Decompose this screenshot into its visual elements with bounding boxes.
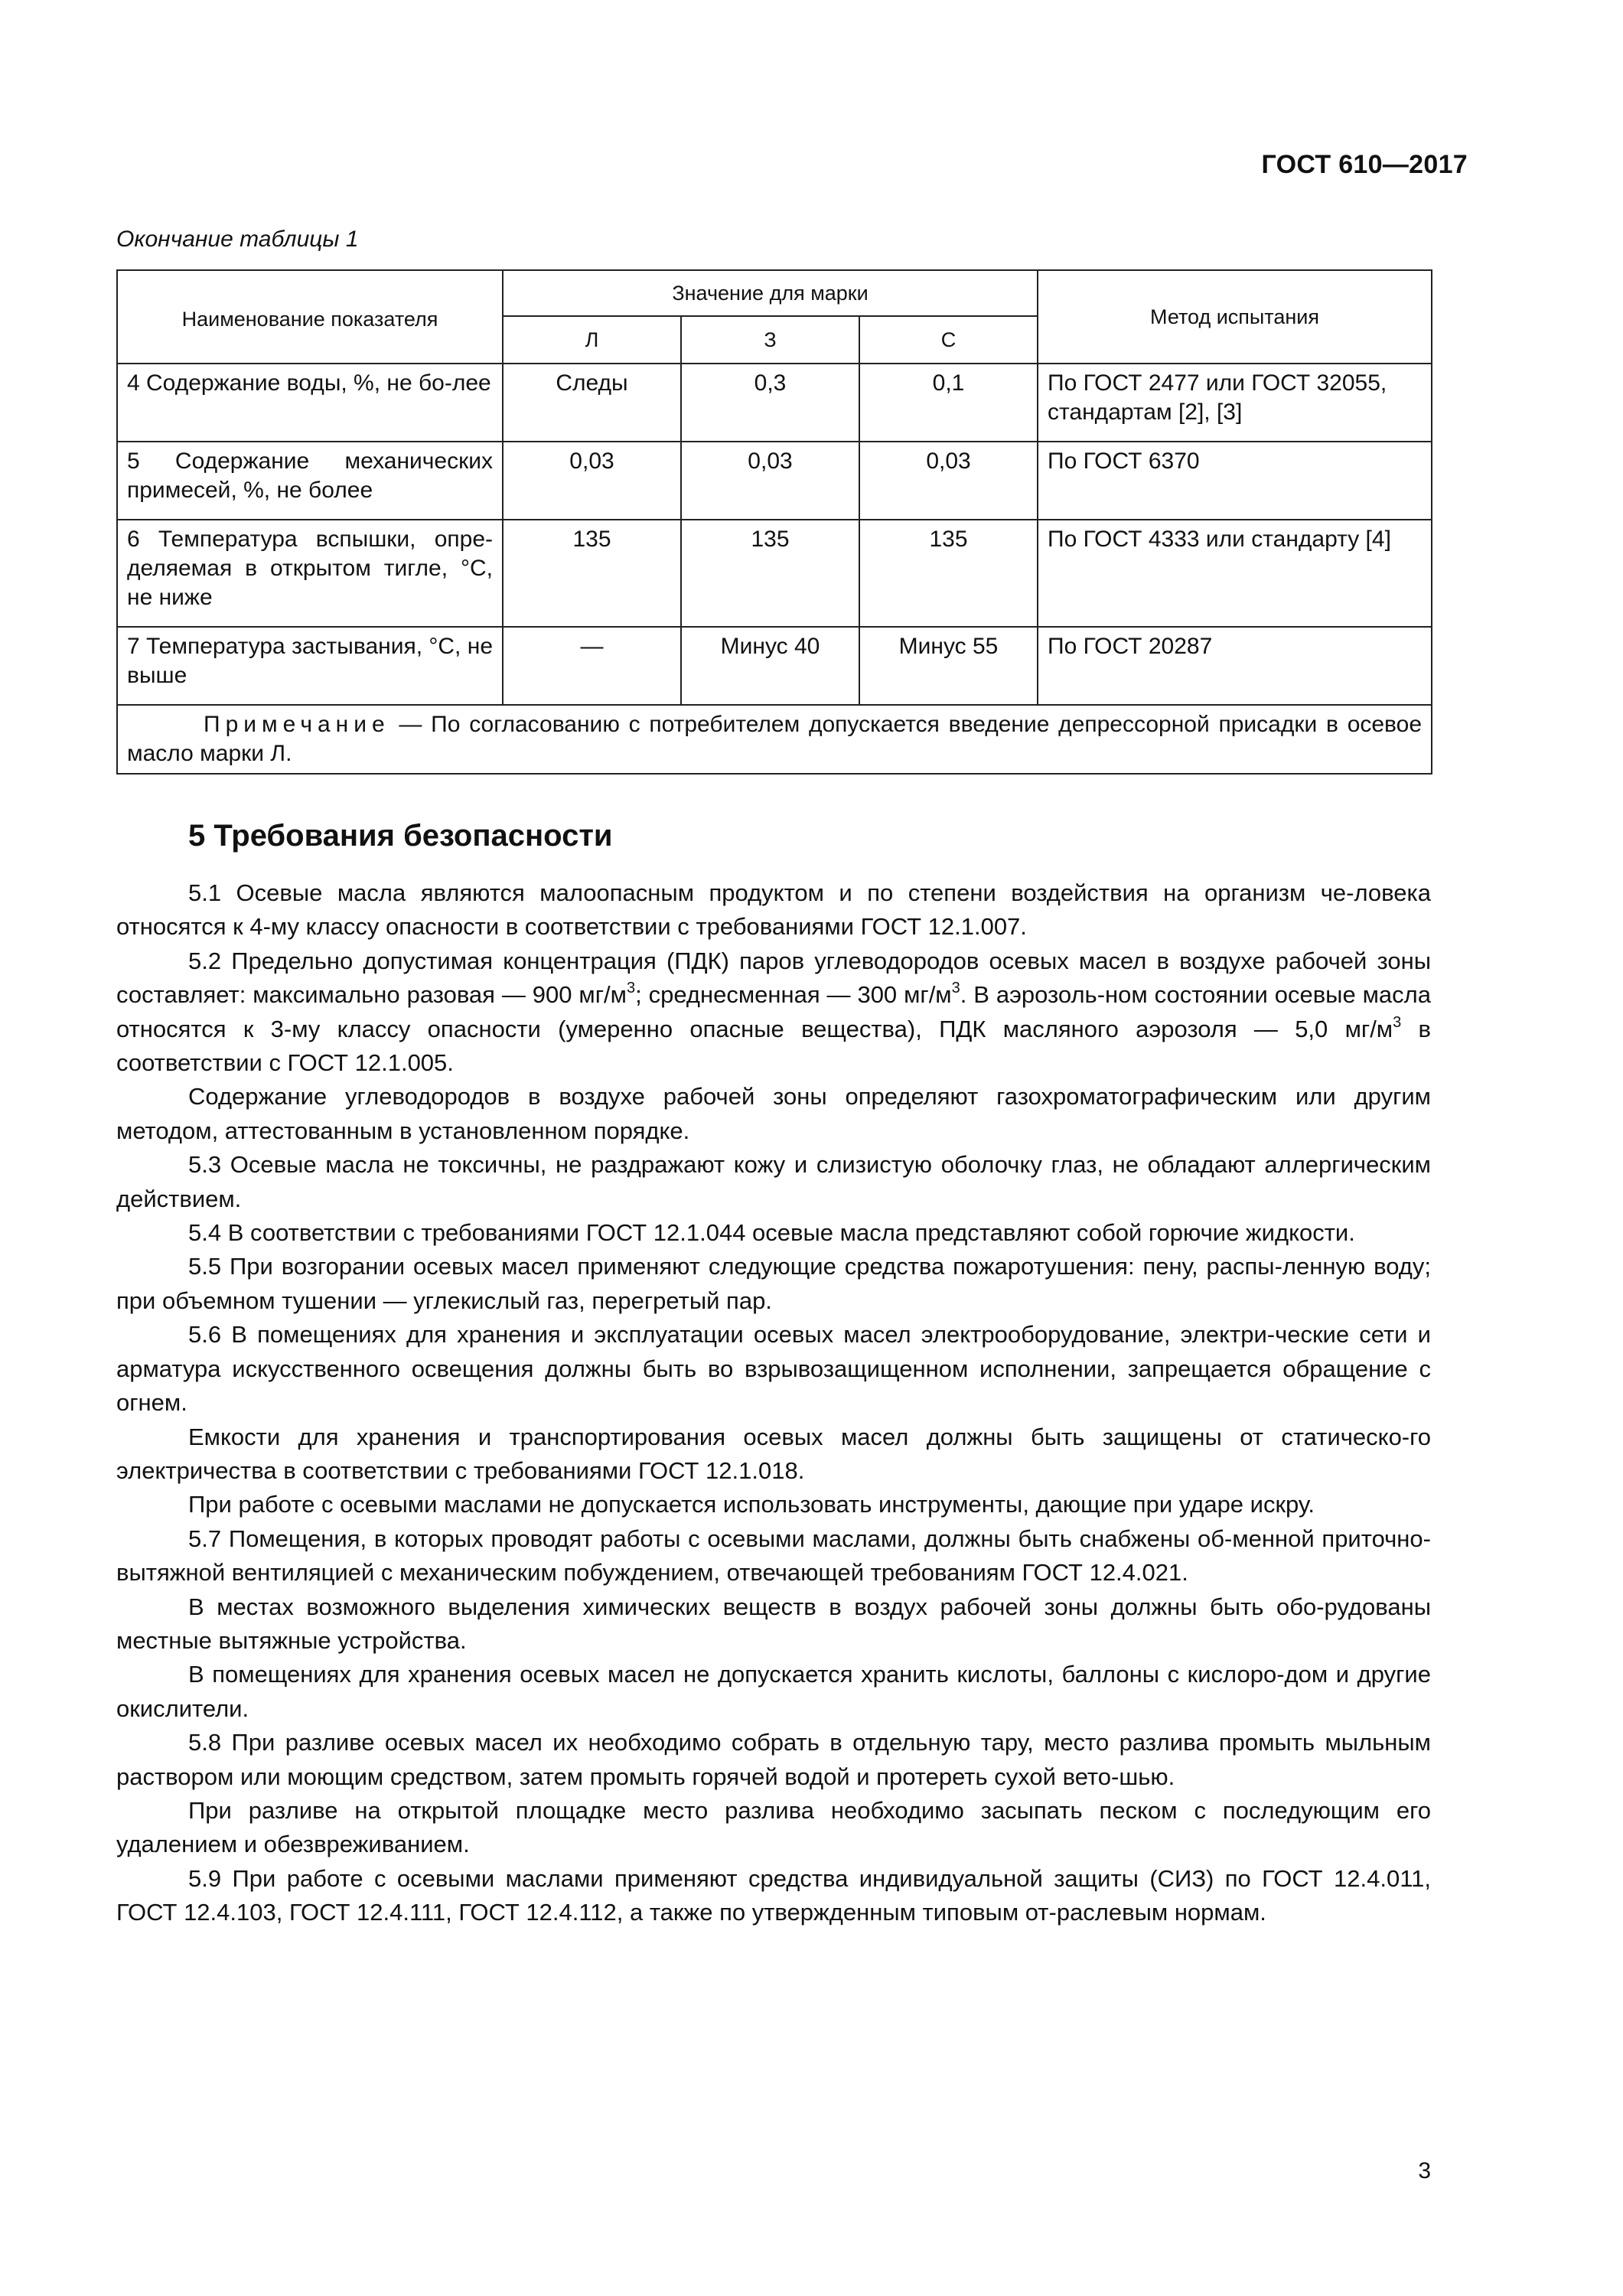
row-method: По ГОСТ 2477 или ГОСТ 32055, стандартам [2], [3] [1038,364,1432,442]
superscript: 3 [951,980,960,997]
row-value-s: 0,03 [859,442,1038,520]
header-value-group: Значение для марки [503,270,1038,316]
page-number: 3 [1418,2158,1431,2183]
table-row [117,364,1432,442]
p52-mid: ; среднесменная — 300 мг/м [635,981,952,1009]
note-text: — По согласованию с потребителем допускается введение депрессорной присадки в осевое масло марки Л. [127,712,1423,766]
table-row [117,520,1432,627]
row-value-s: 0,1 [859,364,1038,442]
paragraph: 5.9 При работе с осевыми маслами применяют средства индивидуальной защиты (СИЗ) по ГОСТ 12.4.011, ГОСТ 12.4.103, ГОСТ 12.4.111, ГОСТ 12.4.112, а также по утвержденным типовым от-раслевым нормам. [116,1864,1431,1926]
paragraph: 5.1 Осевые масла являются малоопасным продуктом и по степени воздействия на организм че-ловека относятся к 4-му классу опасности в соответствии с требованиями ГОСТ 12.1.007. [116,879,1431,941]
paragraph: 5.5 При возгорании осевых масел применяют следующие средства пожаротушения: пену, распы-ленную воду; при объемном тушении — углекислый газ, перегретый пар. [116,1253,1431,1314]
row-value-z: 0,3 [681,364,859,442]
section-title: 5 Требования безопасности [188,819,613,853]
row-value-z: 0,03 [681,442,859,520]
paragraph: 5.4 В соответствии с требованиями ГОСТ 12.1.044 осевые масла представляют собой горючие жидкости. [188,1219,1355,1247]
table-caption: Окончание таблицы 1 [116,227,359,252]
section-body [116,876,1431,1930]
header-grade-z: З [681,316,859,364]
row-name: 5 Содержание механических примесей, %, не более [117,442,503,520]
row-method: По ГОСТ 6370 [1038,442,1432,520]
table-row [117,627,1432,705]
note-label: Примечание [204,712,390,737]
p52-end: в соответствии с ГОСТ 12.1.005. [116,1015,1431,1077]
header-grade-s: С [859,316,1038,364]
paragraph: 5.3 Осевые масла не токсичны, не раздражают кожу и слизистую оболочку глаз, не обладают аллергическим действием. [116,1151,1431,1212]
row-value-l: 0,03 [503,442,681,520]
paragraph: В местах возможного выделения химических веществ в воздух рабочей зоны должны быть обо-рудованы местные вытяжные устройства. [116,1593,1431,1654]
row-value-s: 135 [859,520,1038,627]
paragraph: Емкости для хранения и транспортирования осевых масел должны быть защищены от статическо-го электричества в соответствии с требованиями ГОСТ 12.1.018. [116,1423,1431,1484]
spec-table [116,269,1432,775]
row-method: По ГОСТ 4333 или стандарту [4] [1038,520,1432,627]
row-name: 4 Содержание воды, %, не бо-лее [117,364,503,442]
p52-mid2: . В аэрозоль-ном состоянии осевые масла относятся к 3-му классу опасности (умеренно опасные вещества), ПДК масляного аэрозоля — 5,0 мг/м [116,981,1431,1042]
table-row [117,442,1432,520]
row-name: 6 Температура вспышки, опре-деляемая в открытом тигле, °С, не ниже [117,520,503,627]
row-value-l: Следы [503,364,681,442]
header-grade-l: Л [503,316,681,364]
row-name: 7 Температура застывания, °С, не выше [117,627,503,705]
p52-start: 5.2 Предельно допустимая концентрация (ПДК) паров углеводородов осевых масел в воздухе рабочей зоны составляет: максимально разовая — 900 мг/м [116,947,1431,1009]
paragraph: 5.6 В помещениях для хранения и эксплуатации осевых масел электрооборудование, электри-ческие сети и арматура искусственного освещения должны быть во взрывозащищенном исполнении, запрещается обращение с огнем. [116,1321,1431,1417]
row-value-z: 135 [681,520,859,627]
paragraph: 5.7 Помещения, в которых проводят работы с осевыми маслами, должны быть снабжены об-менной приточно-вытяжной вентиляцией с механическим побуждением, отвечающей требованиям ГОСТ 12.4.021. [116,1525,1431,1587]
row-value-s: Минус 55 [859,627,1038,705]
row-value-l: — [503,627,681,705]
paragraph: Содержание углеводородов в воздухе рабочей зоны определяют газохроматографическим или другим методом, аттестованным в установленном порядке. [116,1083,1431,1144]
paragraph: В помещениях для хранения осевых масел не допускается хранить кислоты, баллоны с кислоро-дом и другие окислители. [116,1661,1431,1722]
paragraph: При работе с осевыми маслами не допускается использовать инструменты, дающие при ударе искру. [188,1491,1315,1518]
paragraph: При разливе на открытой площадке место разлива необходимо засыпать песком с последующим его удалением и обезвреживанием. [116,1796,1431,1858]
table-note-row [117,705,1432,774]
paragraph-5-2 [116,944,1431,1081]
row-value-l: 135 [503,520,681,627]
row-method: По ГОСТ 20287 [1038,627,1432,705]
header-name: Наименование показателя [117,270,503,364]
row-value-z: Минус 40 [681,627,859,705]
superscript: 3 [1393,1013,1402,1031]
header-method: Метод испытания [1038,270,1432,364]
standard-header: ГОСТ 610—2017 [1261,150,1468,179]
superscript: 3 [626,980,636,997]
table-note [117,705,1432,774]
paragraph: 5.8 При разливе осевых масел их необходимо собрать в отдельную тару, место разлива промыть мыльным раствором или моющим средством, затем промыть горячей водой и протереть сухой вето-шью. [116,1729,1431,1790]
